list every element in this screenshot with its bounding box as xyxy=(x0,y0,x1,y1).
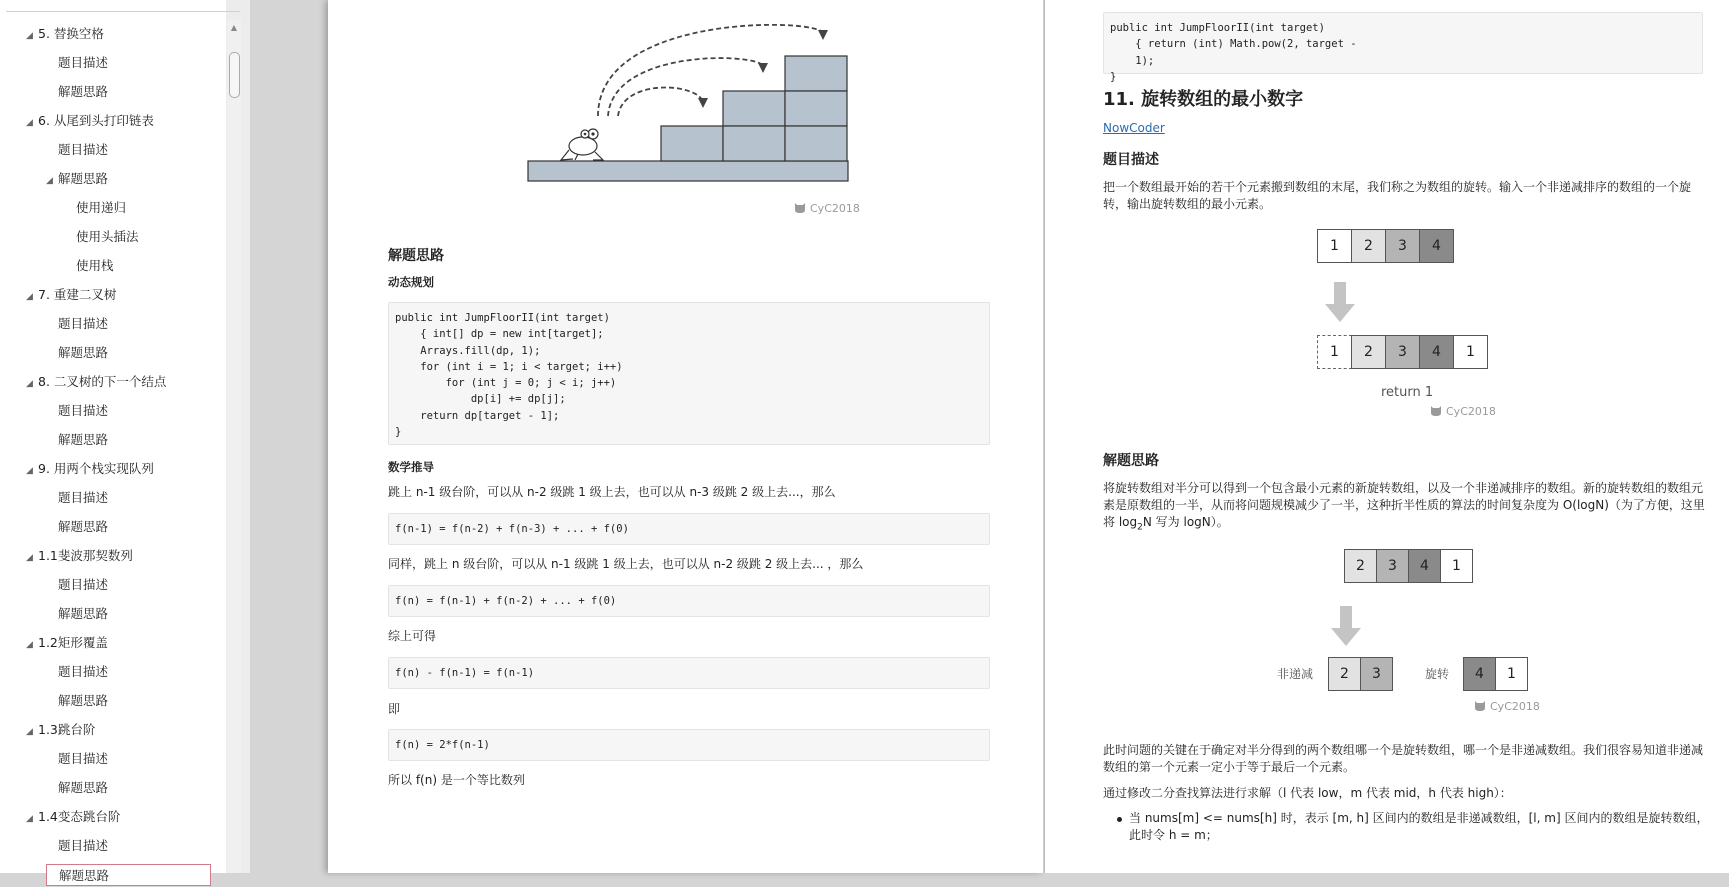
nowcoder-link[interactable]: NowCoder xyxy=(1103,121,1165,135)
scroll-thumb[interactable] xyxy=(229,52,240,98)
array-cell: 1 xyxy=(1495,657,1528,691)
array-cell: 3 xyxy=(1385,229,1420,263)
outline-item-label: 解题思路 xyxy=(58,780,109,795)
desc-heading: 题目描述 xyxy=(1103,152,1159,168)
outline-item-label: 解题思路 xyxy=(58,432,109,447)
outline-subitem[interactable] xyxy=(46,429,108,451)
document-page-right xyxy=(1044,0,1729,873)
outline-item-label: 1.4变态跳台阶 xyxy=(38,809,121,824)
array-cell: 3 xyxy=(1385,335,1420,369)
section-title: 11. 旋转数组的最小数字 xyxy=(1103,89,1304,110)
outline-subitem[interactable] xyxy=(46,81,108,103)
array-cell: 3 xyxy=(1360,657,1393,691)
frog-stairs-figure xyxy=(523,18,853,193)
array-cell: 4 xyxy=(1463,657,1496,691)
image-credit: CyC2018 xyxy=(1429,405,1496,418)
outline-item-label: 解题思路 xyxy=(58,345,109,360)
outline-item-label: 题目描述 xyxy=(58,751,109,766)
outline-section-item[interactable] xyxy=(26,719,95,741)
outline-item-label: 9. 用两个栈实现队列 xyxy=(38,461,154,476)
outline-item-label: 解题思路 xyxy=(58,519,109,534)
outline-item-label: 题目描述 xyxy=(58,664,109,679)
outline-section-item[interactable] xyxy=(26,458,154,480)
expand-triangle-icon[interactable]: ◢ xyxy=(26,814,33,824)
document-page-left xyxy=(328,0,1043,873)
formula-block[interactable]: f(n) = 2*f(n-1) xyxy=(388,729,990,761)
outline-item-label: 解题思路 xyxy=(59,868,110,883)
outline-item-label: 题目描述 xyxy=(58,577,109,592)
image-credit: CyC2018 xyxy=(793,202,860,215)
github-icon xyxy=(1429,405,1443,417)
outline-item-label: 使用栈 xyxy=(76,258,114,273)
paragraph: 跳上 n-1 级台阶，可以从 n-2 级跳 1 级上去，也可以从 n-3 级跳 2 级上去...，那么 xyxy=(388,485,836,499)
bullet-dot xyxy=(1117,817,1122,822)
paragraph: 通过修改二分查找算法进行求解（l 代表 low，m 代表 mid，h 代表 high）： xyxy=(1103,786,1512,800)
outline-item-label: 解题思路 xyxy=(58,84,109,99)
solution-heading: 解题思路 xyxy=(388,248,444,264)
outline-item-label: 1.3跳台阶 xyxy=(38,722,96,737)
array-cell: 4 xyxy=(1419,335,1454,369)
formula-block[interactable]: f(n-1) = f(n-2) + f(n-3) + ... + f(0) xyxy=(388,513,990,545)
array-cell: 2 xyxy=(1344,549,1377,583)
paragraph: 即 xyxy=(388,702,401,716)
array-cell: 4 xyxy=(1419,229,1454,263)
expand-triangle-icon[interactable]: ◢ xyxy=(26,466,33,476)
array-cell: 2 xyxy=(1351,335,1386,369)
math-heading: 数学推导 xyxy=(388,460,434,474)
outline-item-label: 题目描述 xyxy=(58,403,109,418)
outline-item-label: 题目描述 xyxy=(58,838,109,853)
outline-subitem[interactable] xyxy=(46,342,108,364)
outline-subitem[interactable] xyxy=(46,748,108,770)
array-cell: 1 xyxy=(1453,335,1488,369)
outline-item-label: 题目描述 xyxy=(58,55,109,70)
outline-subitem[interactable] xyxy=(64,255,114,277)
outline-section-item[interactable] xyxy=(26,545,133,567)
solution-text: 将旋转数组对半分可以得到一个包含最小元素的新旋转数组，以及一个非递减排序的数组。新的旋转数组的数组元素是原数组的一半，从而将问题规模减少了一半，这种折半性质的算法的时间复杂度为 O(logN)（为了方便，这里将 xyxy=(1103,481,1705,529)
expand-triangle-icon[interactable]: ◢ xyxy=(26,31,33,41)
outline-subitem[interactable] xyxy=(46,603,108,625)
outline-item-label: 题目描述 xyxy=(58,490,109,505)
array-cell: 4 xyxy=(1408,549,1441,583)
outline-item-label: 使用头插法 xyxy=(76,229,139,244)
outline-subitem[interactable] xyxy=(64,197,126,219)
array-cell: 1 xyxy=(1317,335,1352,369)
outline-item-label: 6. 从尾到头打印链表 xyxy=(38,113,154,128)
outline-subitem[interactable] xyxy=(46,168,108,190)
outline-section-item[interactable] xyxy=(26,632,108,654)
outline-list xyxy=(0,0,226,883)
outline-item-label: 解题思路 xyxy=(58,693,109,708)
outline-item-label: 7. 重建二叉树 xyxy=(38,287,117,302)
outline-subitem[interactable] xyxy=(46,139,108,161)
figure-label-rotated: 旋转 xyxy=(1425,667,1450,681)
github-icon xyxy=(1473,700,1487,712)
array-cell: 2 xyxy=(1328,657,1361,691)
outline-item-label: 1.1斐波那契数列 xyxy=(38,548,133,563)
outline-subitem[interactable] xyxy=(46,313,108,335)
log-text-rest: N 写为 logN）。 xyxy=(1142,515,1229,529)
expand-triangle-icon[interactable]: ◢ xyxy=(26,292,33,302)
array-cell: 3 xyxy=(1376,549,1409,583)
outline-item-label: 1.2矩形覆盖 xyxy=(38,635,108,650)
outline-item-label: 8. 二叉树的下一个结点 xyxy=(38,374,167,389)
array-cell: 1 xyxy=(1317,229,1352,263)
expand-triangle-icon[interactable]: ◢ xyxy=(26,118,33,128)
outline-section-item[interactable] xyxy=(26,806,120,828)
dp-heading: 动态规划 xyxy=(388,275,434,289)
outline-item-label: 使用递归 xyxy=(76,200,127,215)
solution-heading: 解题思路 xyxy=(1103,453,1159,469)
paragraph: 综上可得 xyxy=(388,629,437,643)
formula-block[interactable]: f(n) = f(n-1) + f(n-2) + ... + f(0) xyxy=(388,585,990,617)
github-icon xyxy=(793,202,807,214)
array-cell: 1 xyxy=(1440,549,1473,583)
figure-label: return 1 xyxy=(1381,385,1434,400)
outline-subitem[interactable] xyxy=(46,487,108,509)
outline-section-item[interactable] xyxy=(26,284,116,306)
dp-code-block[interactable]: public int JumpFloorII(int target) { int[] dp = new int[target]; Arrays.fill(dp, 1); for (int i = 1; i < target; i++) for (int j = 0; j < i; j++) dp[i] += dp[j]; return dp[target - 1]; } xyxy=(388,302,990,445)
outline-subitem[interactable] xyxy=(46,516,108,538)
outline-panel xyxy=(0,0,250,883)
arrow-down-icon xyxy=(1325,282,1355,322)
outline-item-label: 题目描述 xyxy=(58,142,109,157)
desc-paragraph: 把一个数组最开始的若干个元素搬到数组的末尾，我们称之为数组的旋转。输入一个非递减排序的数组的一个旋转，输出旋转数组的最小元素。 xyxy=(1103,180,1692,211)
solution-paragraph xyxy=(1103,480,1708,536)
jump-code-block[interactable]: public int JumpFloorII(int target) { return (int) Math.pow(2, target - 1); } xyxy=(1103,12,1703,74)
outline-section-item[interactable] xyxy=(26,371,166,393)
outline-section-item[interactable] xyxy=(26,110,154,132)
arrow-down-icon xyxy=(1331,606,1361,646)
outline-subitem[interactable] xyxy=(46,777,108,799)
expand-triangle-icon[interactable]: ◢ xyxy=(46,176,53,186)
outline-section-item[interactable] xyxy=(26,23,104,45)
array-cell: 2 xyxy=(1351,229,1386,263)
paragraph: 所以 f(n) 是一个等比数列 xyxy=(388,773,525,787)
log-subscript: 2 xyxy=(1137,522,1143,533)
expand-triangle-icon[interactable]: ◢ xyxy=(26,727,33,737)
outline-item-label: 解题思路 xyxy=(58,606,109,621)
scroll-up-icon[interactable]: ▲ xyxy=(230,23,238,32)
outline-subitem[interactable] xyxy=(46,690,108,712)
outline-subitem[interactable] xyxy=(46,864,211,886)
expand-triangle-icon[interactable]: ◢ xyxy=(26,640,33,650)
divider xyxy=(6,11,240,12)
outline-item-label: 解题思路 xyxy=(58,171,109,186)
outline-item-label: 5. 替换空格 xyxy=(38,26,104,41)
formula-block[interactable]: f(n) - f(n-1) = f(n-1) xyxy=(388,657,990,689)
paragraph: 同样，跳上 n 级台阶，可以从 n-1 级跳 1 级上去，也可以从 n-2 级跳 2 级上去... ，那么 xyxy=(388,557,864,571)
expand-triangle-icon[interactable]: ◢ xyxy=(26,379,33,389)
outline-subitem[interactable] xyxy=(46,52,108,74)
bullet-item: 当 nums[m] <= nums[h] 时，表示 [m, h] 区间内的数组是非递减数组，[l, m] 区间内的数组是旋转数组，此时令 h = m； xyxy=(1129,811,1709,842)
outline-subitem[interactable] xyxy=(46,574,108,596)
outline-subitem[interactable] xyxy=(64,226,139,248)
outline-item-label: 题目描述 xyxy=(58,316,109,331)
image-credit: CyC2018 xyxy=(1473,700,1540,713)
paragraph: 此时问题的关键在于确定对半分得到的两个数组哪一个是旋转数组，哪一个是非递减数组。我们很容易知道非递减数组的第一个元素一定小于等于最后一个元素。 xyxy=(1103,743,1704,774)
outline-subitem[interactable] xyxy=(46,661,108,683)
expand-triangle-icon[interactable]: ◢ xyxy=(26,553,33,563)
outline-subitem[interactable] xyxy=(46,835,108,857)
outline-subitem[interactable] xyxy=(46,400,108,422)
figure-label-nondecreasing: 非递减 xyxy=(1277,667,1314,681)
outline-scrollbar[interactable] xyxy=(227,20,241,873)
log-text: log xyxy=(1118,515,1138,529)
